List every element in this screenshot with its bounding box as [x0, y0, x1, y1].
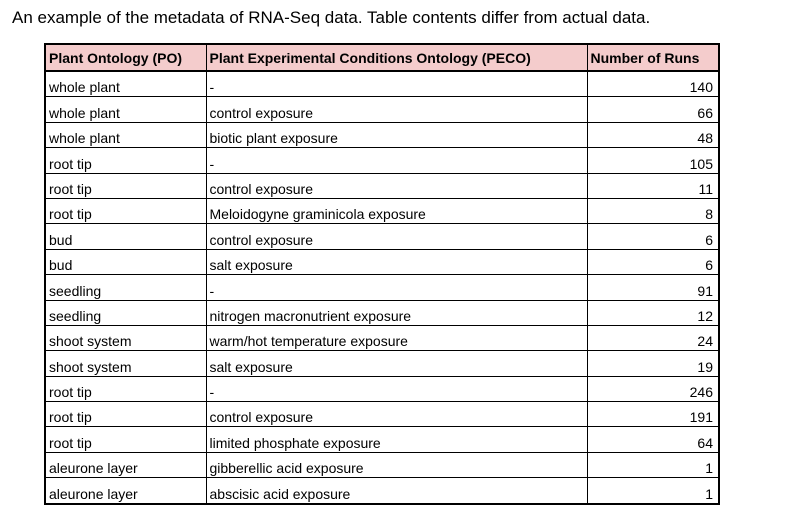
caption: An example of the metadata of RNA-Seq data. Table contents differ from actual data. [12, 8, 651, 27]
table-row [45, 97, 719, 122]
cell-plant-ontology: root tip [45, 148, 206, 173]
cell-number-of-runs: 105 [587, 148, 719, 173]
table-row [45, 402, 719, 427]
cell-peco: nitrogen macronutrient exposure [206, 300, 587, 325]
table-row [45, 71, 719, 97]
cell-plant-ontology: shoot system [45, 351, 206, 376]
cell-peco: - [206, 148, 587, 173]
cell-plant-ontology: whole plant [45, 71, 206, 97]
cell-plant-ontology: root tip [45, 402, 206, 427]
cell-number-of-runs: 66 [587, 97, 719, 122]
cell-peco: control exposure [206, 402, 587, 427]
cell-peco: - [206, 71, 587, 97]
table-row [45, 427, 719, 452]
header-row [45, 44, 719, 71]
table-body [45, 71, 719, 504]
table-row [45, 300, 719, 325]
cell-plant-ontology: whole plant [45, 97, 206, 122]
table-row [45, 452, 719, 477]
cell-number-of-runs: 6 [587, 249, 719, 274]
cell-plant-ontology: root tip [45, 173, 206, 198]
cell-peco: salt exposure [206, 351, 587, 376]
cell-peco: - [206, 376, 587, 401]
table-row [45, 351, 719, 376]
cell-peco: gibberellic acid exposure [206, 452, 587, 477]
cell-number-of-runs: 6 [587, 224, 719, 249]
cell-peco: biotic plant exposure [206, 122, 587, 147]
cell-number-of-runs: 191 [587, 402, 719, 427]
metadata-table [44, 43, 720, 505]
cell-peco: limited phosphate exposure [206, 427, 587, 452]
cell-number-of-runs: 12 [587, 300, 719, 325]
table-row [45, 173, 719, 198]
table-row [45, 122, 719, 147]
cell-number-of-runs: 91 [587, 275, 719, 300]
cell-number-of-runs: 246 [587, 376, 719, 401]
cell-plant-ontology: aleurone layer [45, 478, 206, 504]
cell-peco: warm/hot temperature exposure [206, 325, 587, 350]
cell-number-of-runs: 140 [587, 71, 719, 97]
cell-peco: abscisic acid exposure [206, 478, 587, 504]
table-row [45, 224, 719, 249]
table-row [45, 198, 719, 223]
table-row [45, 478, 719, 504]
cell-plant-ontology: bud [45, 249, 206, 274]
table-row [45, 275, 719, 300]
header-number-of-runs: Number of Runs [587, 44, 719, 71]
cell-plant-ontology: aleurone layer [45, 452, 206, 477]
cell-number-of-runs: 1 [587, 478, 719, 504]
cell-plant-ontology: whole plant [45, 122, 206, 147]
cell-plant-ontology: seedling [45, 275, 206, 300]
cell-peco: salt exposure [206, 249, 587, 274]
cell-peco: control exposure [206, 173, 587, 198]
cell-plant-ontology: root tip [45, 376, 206, 401]
cell-peco: control exposure [206, 97, 587, 122]
cell-plant-ontology: root tip [45, 427, 206, 452]
cell-number-of-runs: 1 [587, 452, 719, 477]
cell-number-of-runs: 24 [587, 325, 719, 350]
table-row [45, 325, 719, 350]
cell-number-of-runs: 48 [587, 122, 719, 147]
table-row [45, 376, 719, 401]
table-row [45, 148, 719, 173]
header-peco: Plant Experimental Conditions Ontology (PECO) [206, 44, 587, 71]
cell-number-of-runs: 19 [587, 351, 719, 376]
cell-peco: Meloidogyne graminicola exposure [206, 198, 587, 223]
cell-plant-ontology: root tip [45, 198, 206, 223]
cell-number-of-runs: 8 [587, 198, 719, 223]
cell-peco: - [206, 275, 587, 300]
table-row [45, 249, 719, 274]
cell-number-of-runs: 11 [587, 173, 719, 198]
cell-plant-ontology: bud [45, 224, 206, 249]
header-plant-ontology: Plant Ontology (PO) [45, 44, 206, 71]
cell-peco: control exposure [206, 224, 587, 249]
cell-number-of-runs: 64 [587, 427, 719, 452]
cell-plant-ontology: seedling [45, 300, 206, 325]
cell-plant-ontology: shoot system [45, 325, 206, 350]
